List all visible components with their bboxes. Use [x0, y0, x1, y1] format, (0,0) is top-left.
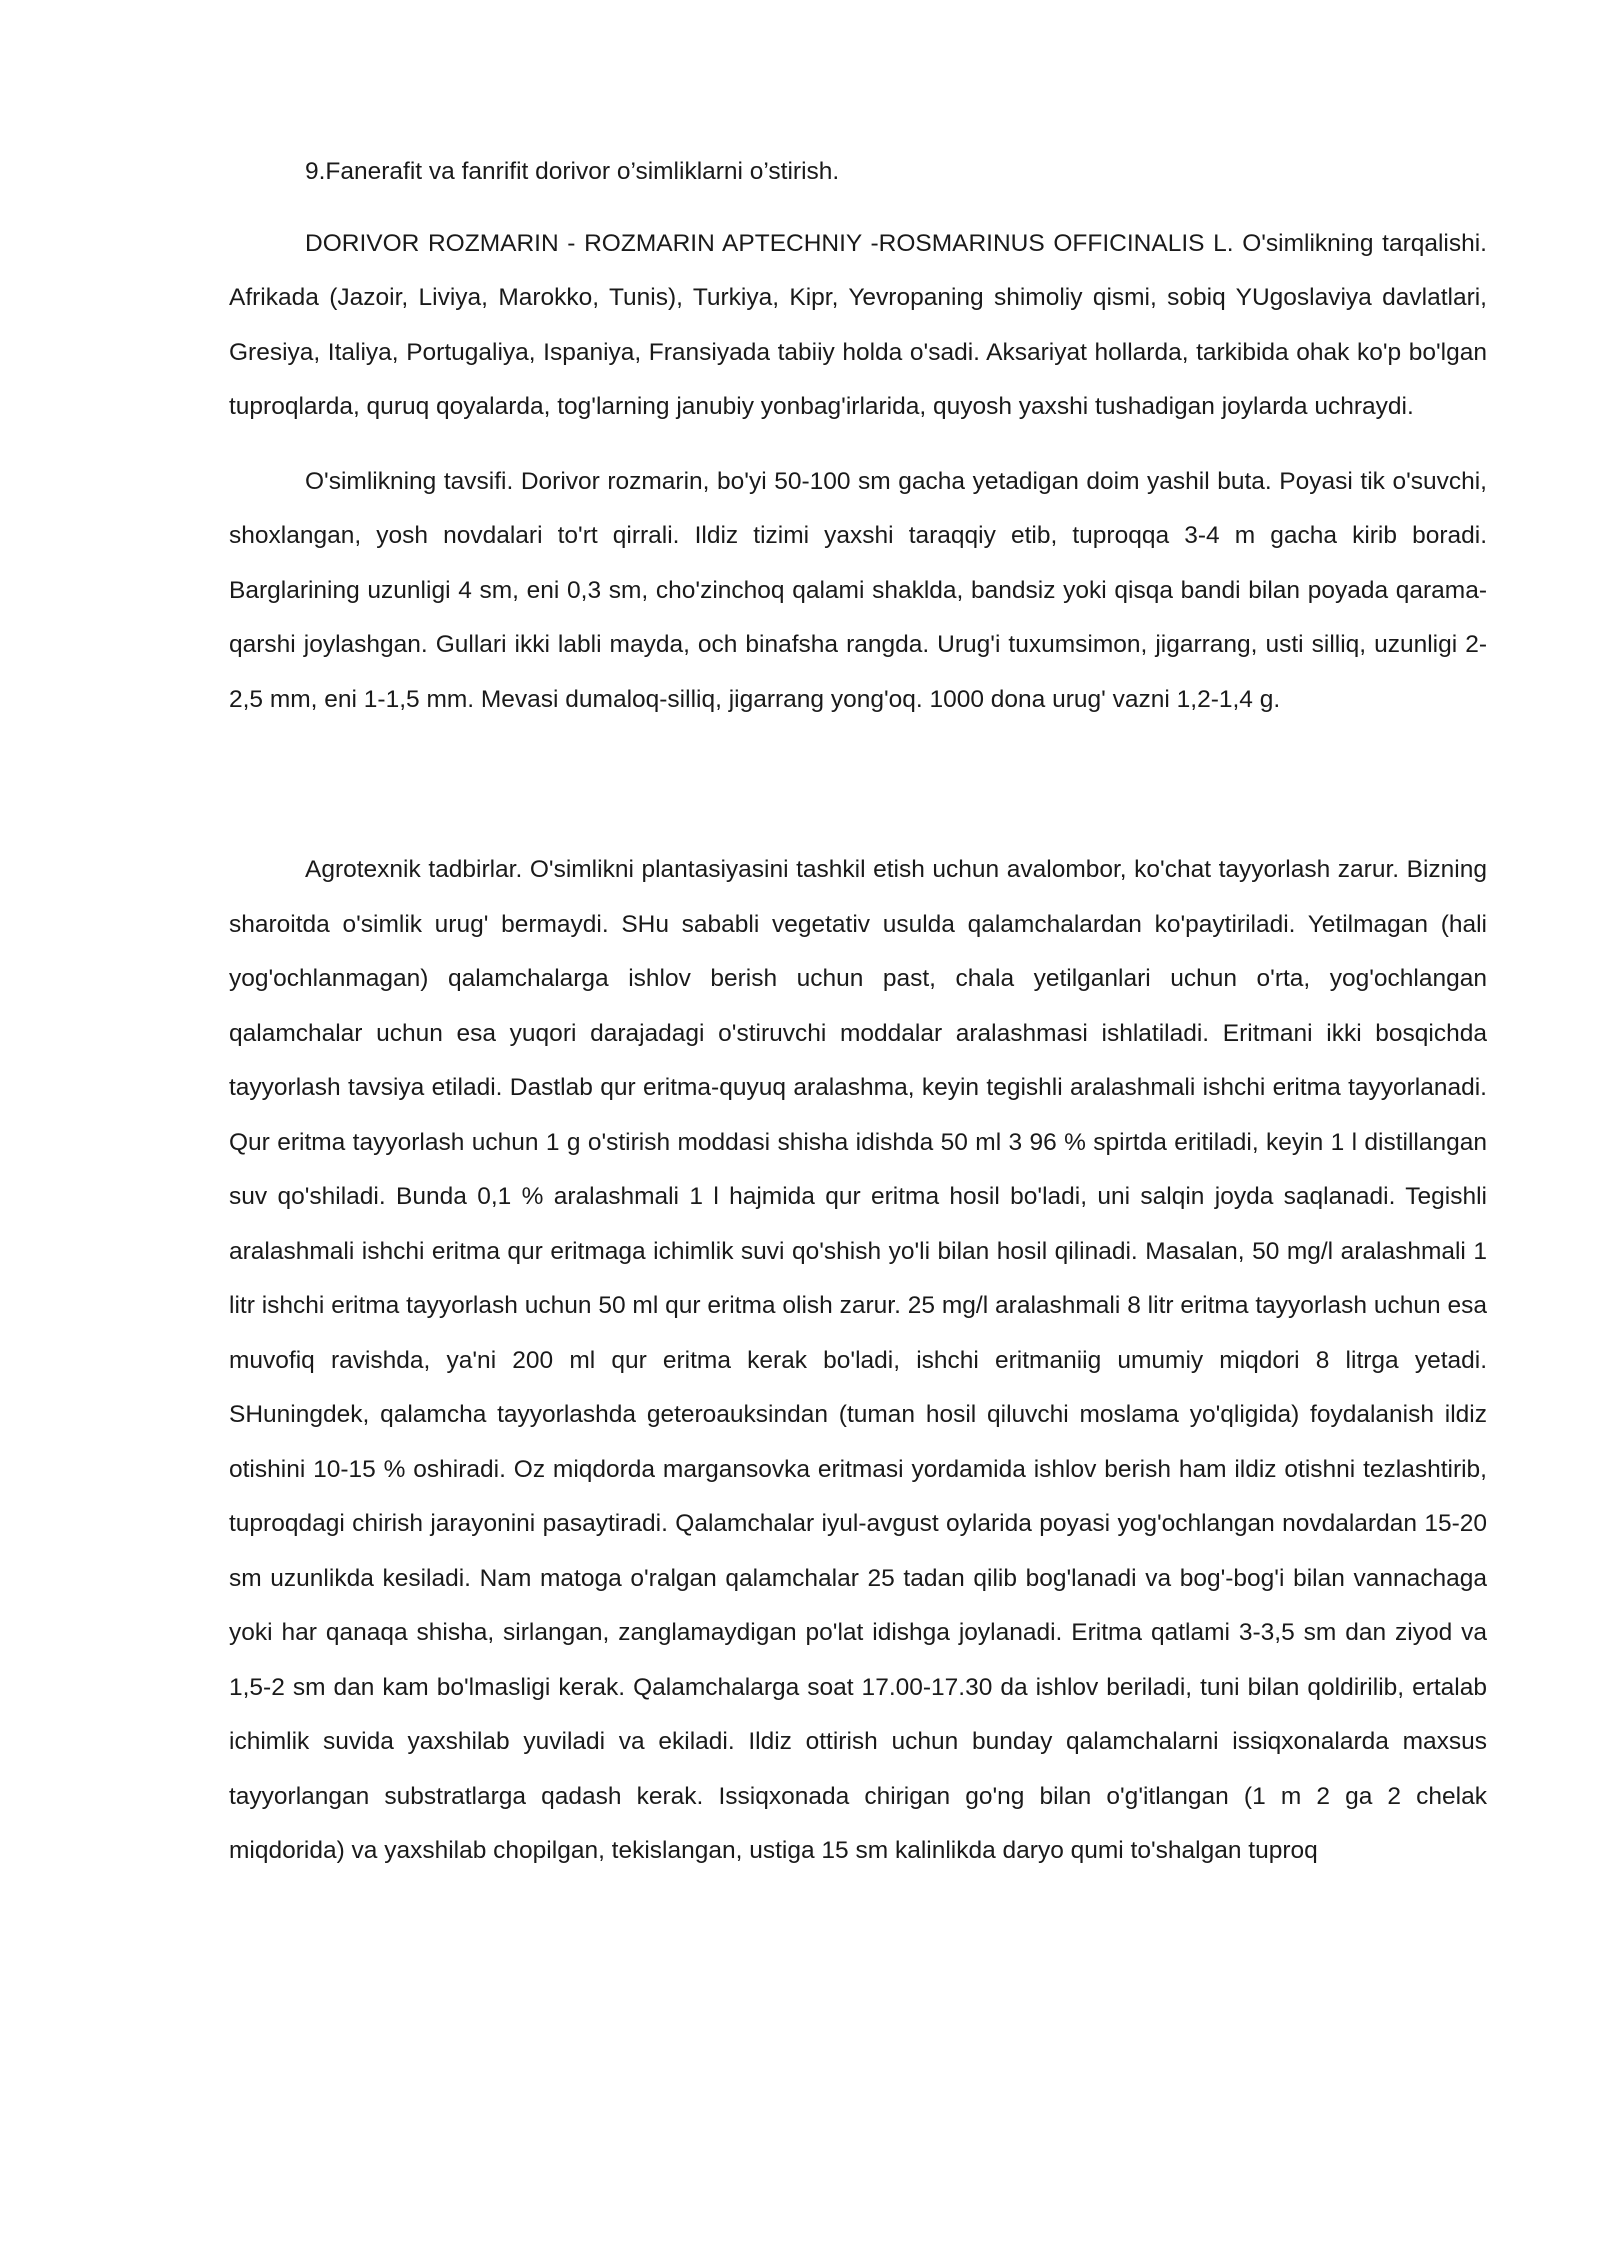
- document-body: [229, 145, 1487, 1899]
- section-heading: 9.Fanerafit va fanrifit dorivor o’simliklarni o’stirish.: [305, 158, 840, 185]
- paragraph-distribution: DORIVOR ROZMARIN - ROZMARIN APTECHNIY -ROSMARINUS OFFICINALIS L. O'simlikning tarqalishi. Afrikada (Jazoir, Liviya, Marokko, Tunis), Turkiya, Kipr, Yevropaning shimoliy qismi, sobiq YUgoslaviya davlatlari, Gresiya, Italiya, Portugaliya, Ispaniya, Fransiyada tabiiy holda o'sadi. Aksariyat hollarda, tarkibida ohak ko'p bo'lgan tuproqlarda, quruq qoyalarda, tog'larning janubiy yonbag'irlarida, quyosh yaxshi tushadigan joylarda uchraydi.: [229, 229, 1487, 420]
- paragraph-agrotechnical: Agrotexnik tadbirlar. O'simlikni plantasiyasini tashkil etish uchun avalombor, ko'chat tayyorlash zarur. Bizning sharoitda o'simlik urug' bermaydi. SHu sababli vegetativ usulda qalamchalardan ko'paytiriladi. Yetilmagan (hali yog'ochlanmagan) qalamchalarga ishlov berish uchun past, chala yetilganlari uchun o'rta, yog'ochlangan qalamchalar uchun esa yuqori darajadagi o'stiruvchi moddalar aralashmasi ishlatiladi. Eritmani ikki bosqichda tayyorlash tavsiya etiladi. Dastlab qur eritma-quyuq aralashma, keyin tegishli aralashmali ishchi eritma tayyorlanadi. Qur eritma tayyorlash uchun 1 g o'stirish moddasi shisha idishda 50 ml 3 96 % spirtda eritiladi, keyin 1 l distillangan suv qo'shiladi. Bunda 0,1 % aralashmali 1 l hajmida qur eritma hosil bo'ladi, uni salqin joyda saqlanadi. Tegishli aralashmali ishchi eritma qur eritmaga ichimlik suvi qo'shish yo'li bilan hosil qilinadi. Masalan, 50 mg/l aralashmali 1 litr ishchi eritma tayyorlash uchun 50 ml qur eritma olish zarur. 25 mg/l aralashmali 8 litr eritma tayyorlash uchun esa muvofiq ravishda, ya'ni 200 ml qur eritma kerak bo'ladi, ishchi eritmaniig umumiy miqdori 8 litrga yetadi. SHuningdek, qalamcha tayyorlashda geteroauksindan (tuman hosil qiluvchi moslama yo'qligida) foydalanish ildiz otishini 10-15 % oshiradi. Oz miqdorda margansovka eritmasi yordamida ishlov berish ham ildiz otishni tezlashtirib, tuproqdagi chirish jarayonini pasaytiradi. Qalamchalar iyul-avgust oylarida poyasi yog'ochlangan novdalardan 15-20 sm uzunlikda kesiladi. Nam matoga o'ralgan qalamchalar 25 tadan qilib bog'lanadi va bog'-bog'i bilan vannachaga yoki har qanaqa shisha, sirlangan, zanglamaydigan po'lat idishga joylanadi. Eritma qatlami 3-3,5 sm dan ziyod va 1,5-2 sm dan kam bo'lmasligi kerak. Qalamchalarga soat 17.00-17.30 da ishlov beriladi, tuni bilan qoldirilib, ertalab ichimlik suvida yaxshilab yuviladi va ekiladi. Ildiz ottirish uchun bunday qalamchalarni issiqxonalarda maxsus tayyorlangan substratlarga qadash kerak. Issiqxonada chirigan go'ng bilan o'g'itlangan (1 m 2 ga 2 chelak miqdorida) va yaxshilab chopilgan, tekislangan, ustiga 15 sm kalinlikda daryo qumi to'shalgan tuproq: [229, 856, 1487, 1864]
- blank-gap: [229, 747, 1487, 843]
- paragraph-description: O'simlikning tavsifi. Dorivor rozmarin, bo'yi 50-100 sm gacha yetadigan doim yashil buta. Poyasi tik o'suvchi, shoxlangan, yosh novdalari to'rt qirrali. Ildiz tizimi yaxshi taraqqiy etib, tuproqqa 3-4 m gacha kirib boradi. Barglarining uzunligi 4 sm, eni 0,3 sm, cho'zinchoq qalami shaklda, bandsiz yoki qisqa bandi bilan poyada qarama-qarshi joylashgan. Gullari ikki labli mayda, och binafsha rangda. Urug'i tuxumsimon, jigarrang, usti silliq, uzunligi 2-2,5 mm, eni 1-1,5 mm. Mevasi dumaloq-silliq, jigarrang yong'oq. 1000 dona urug' vazni 1,2-1,4 g.: [229, 467, 1487, 713]
